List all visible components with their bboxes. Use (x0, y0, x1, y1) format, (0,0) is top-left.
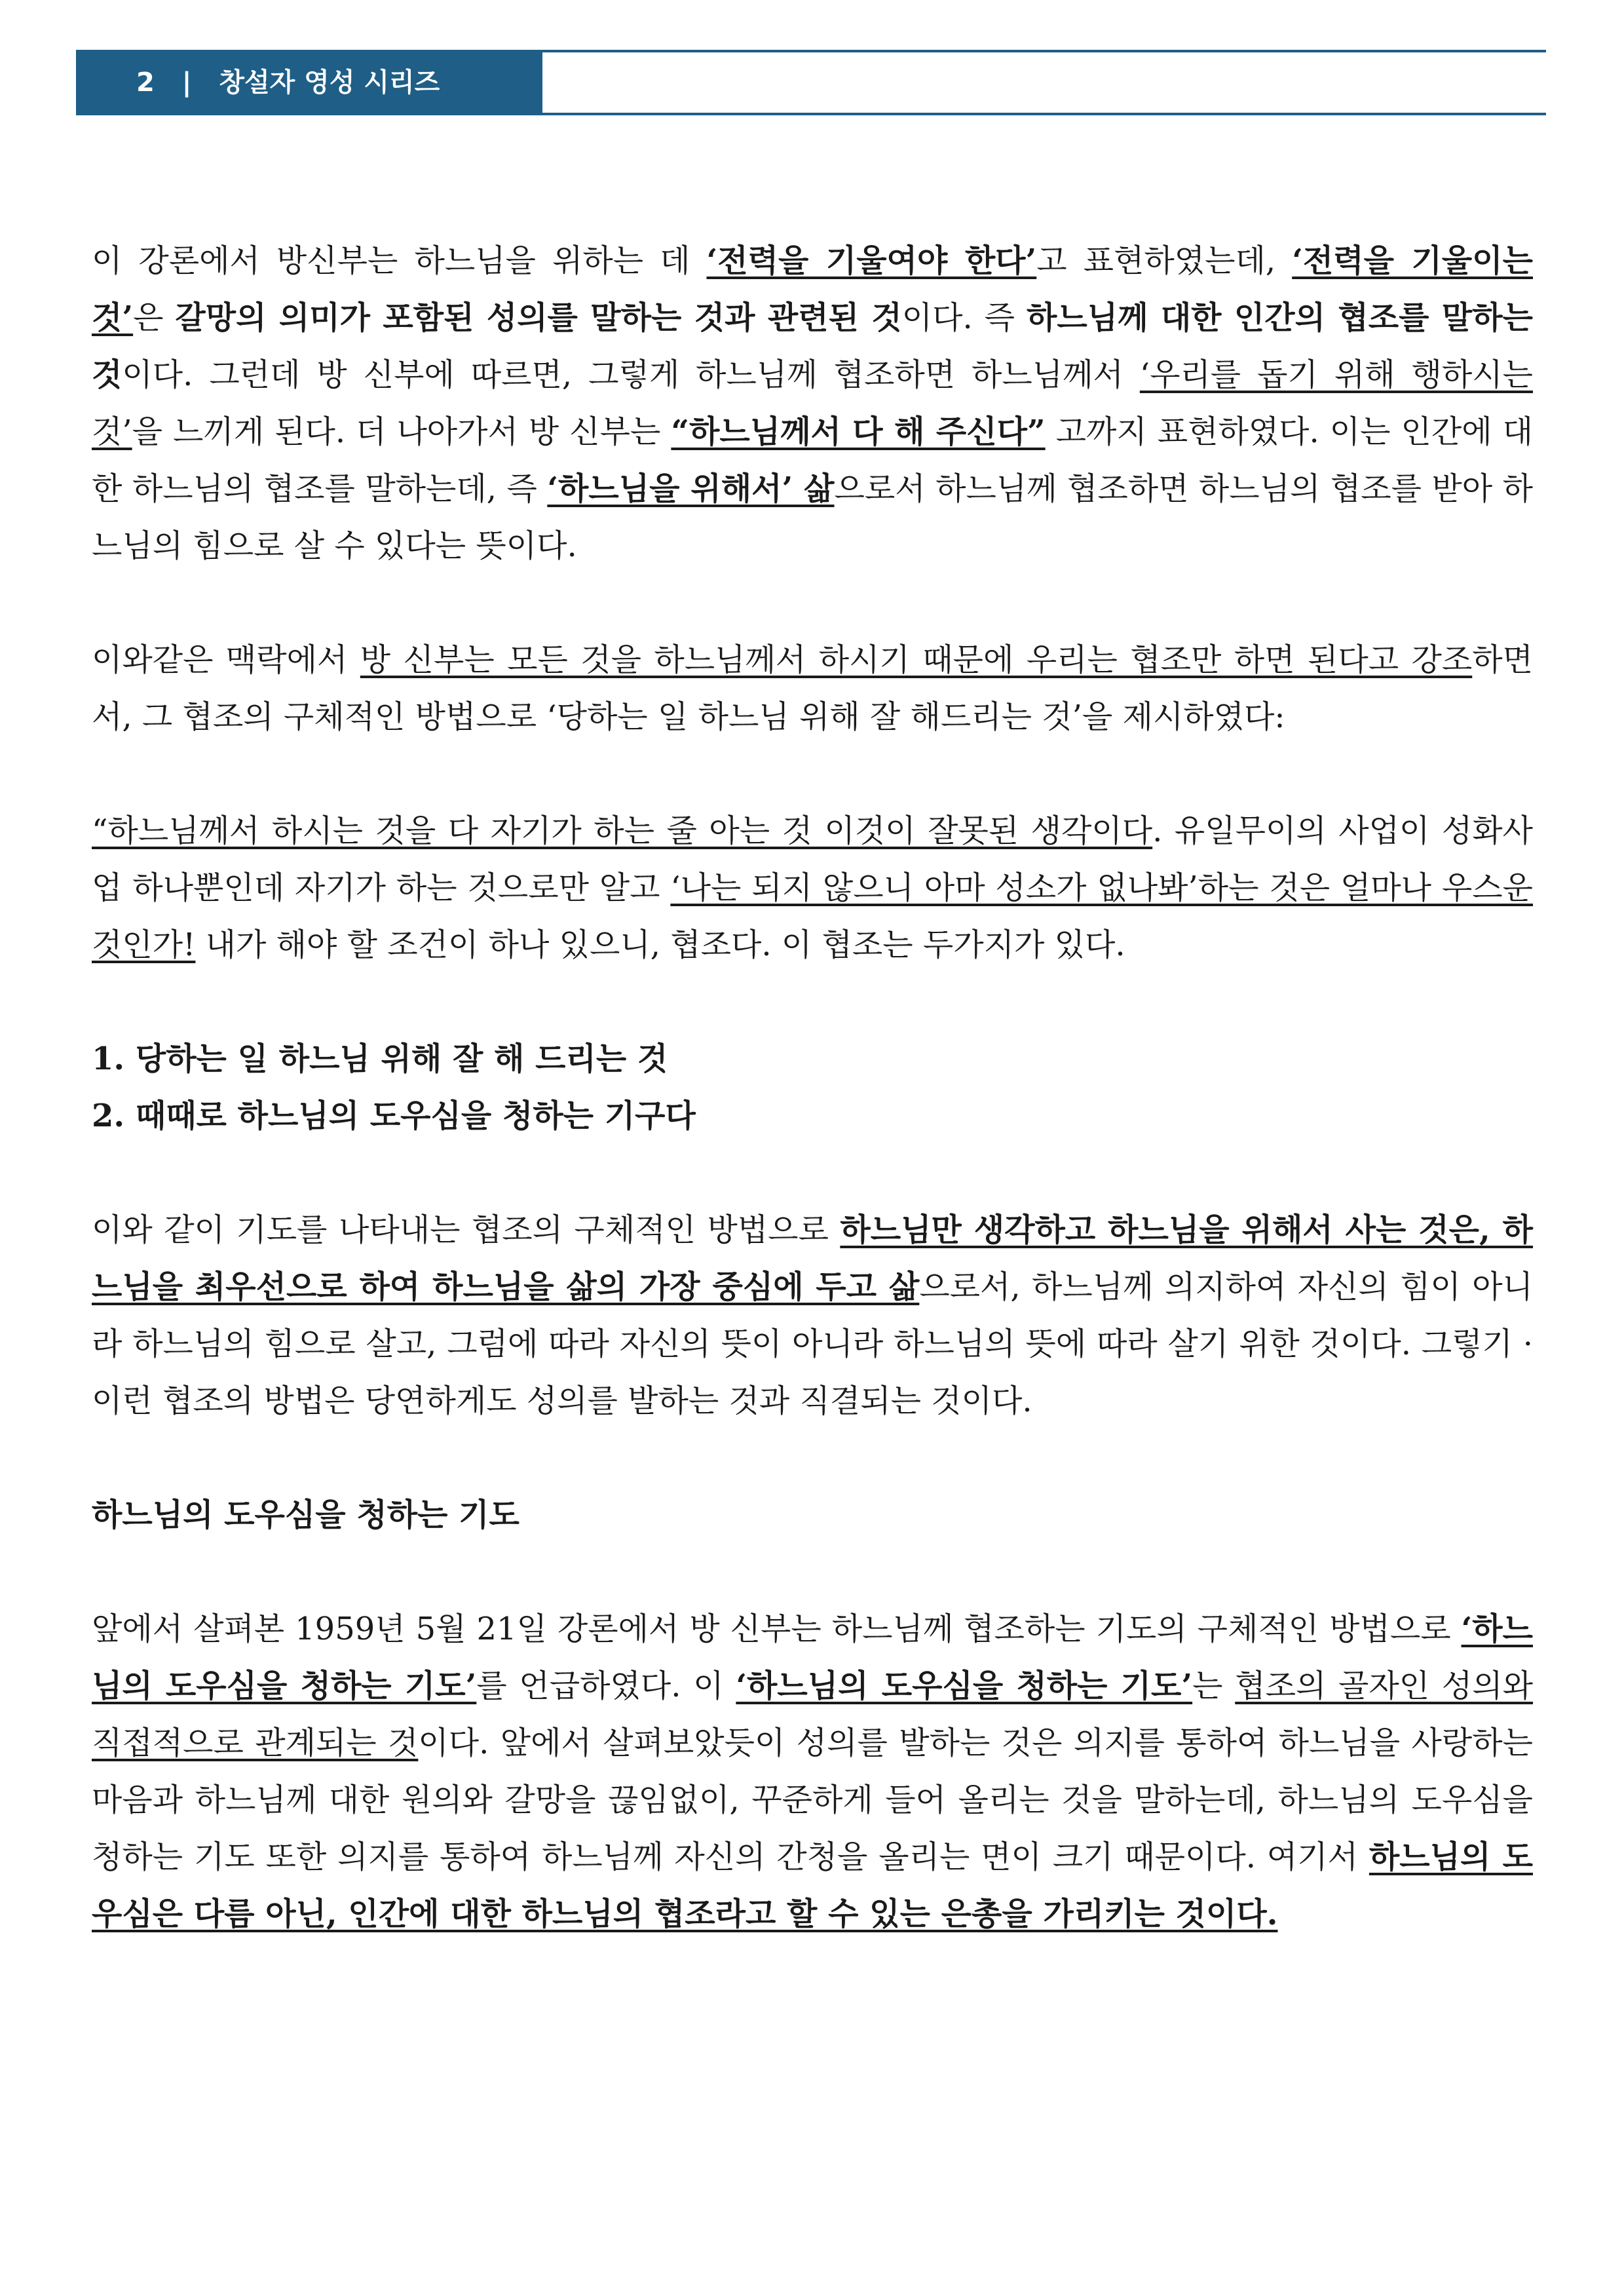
emphasis-run: ‘하느님을 위해서’ 삶 (547, 470, 835, 507)
emphasis-run: 하느님만 생각하고 하느님을 위해서 사는 것은, 하느님을 최우선으로 하여 하느님을 삶의 가장 중심에 두고 삶 (92, 1212, 1533, 1305)
text-run: 하면서, 그 협조의 구체적인 방법으로 ‘당하는 일 하느님 위해 잘 해드리는 것’을 제시하였다: (92, 641, 1533, 735)
text-run: 내가 해야 할 조건이 하나 있으니, 협조다. 이 협조는 두가지가 있다. (195, 927, 1125, 963)
underline-run: “하느님께서 하시는 것을 다 자기가 하는 줄 아는 것 이것이 잘못된 생각이다 (92, 813, 1153, 849)
text-run: 으로서 하느님께 협조하면 하느님의 협조를 받아 하느님의 힘으로 살 수 있다는 뜻이다. (92, 470, 1533, 564)
underline-run: 협조의 골자인 성의와 직접적으로 관계되는 것 (92, 1668, 1533, 1761)
document-body (92, 233, 1533, 2000)
header-rule-bottom (76, 113, 1546, 115)
emphasis-run: 하느님의 도우심은 다름 아닌, 인간에 대한 하느님의 협조라고 할 수 있는 은총을 가리키는 것이다. (92, 1839, 1533, 1932)
text-run: 앞에서 살펴본 1959년 5월 21일 강론에서 방 신부는 하느님께 협조하는 기도의 구체적인 방법으로 (92, 1611, 1462, 1647)
text-run: 으로서, 하느님께 의지하여 자신의 힘이 아니라 하느님의 힘으로 살고, 그럼에 따라 자신의 뜻이 아니라 하느님의 뜻에 따라 살기 위한 것이다. 그렇기 ·이런 협조의 방법은 당연하게도 성의를 발하는 것과 직결되는 것이다. (92, 1269, 1533, 1419)
emphasis-run: ‘전력을 기울이는 것’ (92, 242, 1533, 336)
header-separator: | (181, 67, 192, 98)
header-rule-top (542, 50, 1546, 52)
emphasis-run: ‘하느님의 도우심을 청하는 기도’ (92, 1611, 1533, 1704)
bold-run: 하느님께 대한 인간의 협조를 말하는 것 (92, 299, 1533, 393)
emphasis-run: “하느님께서 다 해 주신다” (671, 413, 1046, 450)
text-run: 은 (133, 299, 176, 336)
page-number: 2 (136, 67, 155, 98)
text-run: 이 강론에서 방신부는 하느님을 위하는 데 (92, 242, 707, 279)
header-tab (76, 50, 542, 115)
underline-run: ‘나는 되지 않으니 아마 성소가 없나봐’하는 것은 얼마나 우스운 것인가! (92, 870, 1534, 963)
series-title: 창설자 영성 시리즈 (219, 67, 440, 98)
emphasis-run: ‘하느님의 도우심을 청하는 기도’ (736, 1668, 1193, 1704)
section-heading: 하느님의 도우심을 청하는 기도 (92, 1497, 519, 1533)
paragraph-1 (92, 233, 1533, 575)
quote-paragraph (92, 803, 1533, 974)
page-header (76, 50, 1546, 115)
text-run: 이와 같이 기도를 나타내는 협조의 구체적인 방법으로 (92, 1212, 840, 1248)
text-run: 를 언급하였다. 이 (476, 1668, 736, 1704)
emphasis-run: ‘전력을 기울여야 한다’ (706, 242, 1037, 279)
list-item-2: 2. 때때로 하느님의 도우심을 청하는 기구다 (92, 1098, 696, 1134)
list-item-1: 1. 당하는 일 하느님 위해 잘 해 드리는 것 (92, 1041, 668, 1077)
text-run: 을 느끼게 된다. 더 나아가서 방 신부는 (132, 413, 671, 450)
paragraph-5 (92, 1601, 1533, 1943)
text-run: 이다. 앞에서 살펴보았듯이 성의를 발하는 것은 의지를 통하여 하느님을 사랑하는 마음과 하느님께 대한 원의와 갈망을 끊임없이, 꾸준하게 들어 올리는 것을 말하는데, 하느님의 도우심을 청하는 기도 또한 의지를 통하여 하느님께 자신의 간청을 올리는 면이 크기 때문이다. 여기서 (92, 1725, 1533, 1875)
text-run: . 유일무이의 사업이 성화사업 하나뿐인데 자기가 하는 것으로만 알고 (92, 813, 1533, 906)
paragraph-2 (92, 632, 1533, 746)
text-run: 이다. 즉 (901, 299, 1027, 336)
bold-run: 갈망의 의미가 포함된 성의를 말하는 것과 관련된 것 (175, 299, 902, 336)
text-run: 이와같은 맥락에서 (92, 641, 360, 678)
text-run: 이다. 그런데 방 신부에 따르면, 그렇게 하느님께 협조하면 하느님께서 (122, 356, 1140, 393)
text-run: 고 표현하였는데, (1036, 242, 1293, 279)
paragraph-4 (92, 1202, 1533, 1430)
underline-run: ‘우리를 돕기 위해 행하시는 것’ (92, 356, 1533, 450)
text-run: 는 (1192, 1668, 1236, 1704)
underline-run: 방 신부는 모든 것을 하느님께서 하시기 때문에 우리는 협조만 하면 된다고 강조 (360, 641, 1473, 678)
text-run: 고까지 표현하였다. 이는 인간에 대한 하느님의 협조를 말하는데, 즉 (92, 413, 1533, 507)
